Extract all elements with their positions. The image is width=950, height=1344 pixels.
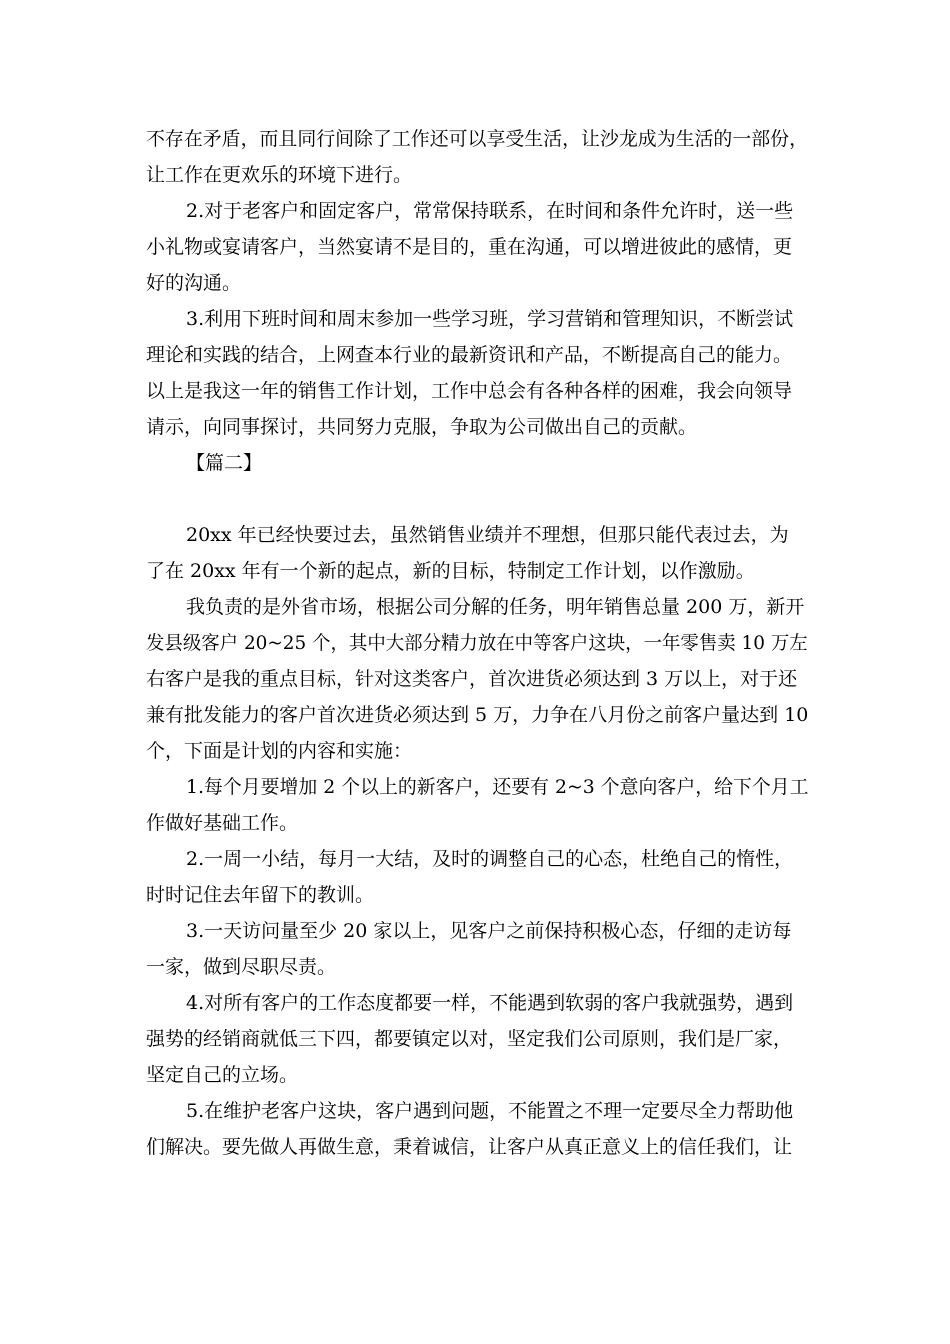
paragraph-line: 小礼物或宴请客户，当然宴请不是目的，重在沟通，可以增进彼此的感情，更 [146,236,793,258]
paragraph-line: 好的沟通。 [146,272,242,294]
paragraph-line: 2.对于老客户和固定客户，常常保持联系，在时间和条件允许时，送一些 [186,200,794,222]
paragraph-line: 不存在矛盾，而且同行间除了工作还可以享受生活，让沙龙成为生活的一部份， [146,128,809,150]
paragraph-line: 一家，做到尽职尽责。 [146,956,337,978]
paragraph-line: 了在 20xx 年有一个新的起点，新的目标，特制定工作计划，以作激励。 [146,560,755,582]
paragraph-line: 坚定自己的立场。 [146,1064,299,1086]
paragraph-line: 个，下面是计划的内容和实施： [146,740,413,762]
paragraph-line: 20xx 年已经快要过去，虽然销售业绩并不理想，但那只能代表过去，为 [186,524,789,546]
paragraph-line: 右客户是我的重点目标，针对这类客户，首次进货必须达到 3 万以上，对于还 [146,668,798,690]
paragraph-line: 3.利用下班时间和周末参加一些学习班，学习营销和管理知识，不断尝试 [186,308,794,330]
paragraph-line: 3.一天访问量至少 20 家以上，见客户之前保持积极心态，仔细的走访每 [186,920,792,942]
section-heading: 【篇二】 [186,452,263,474]
paragraph-line: 让工作在更欢乐的环境下进行。 [146,164,413,186]
paragraph-line: 以上是我这一年的销售工作计划，工作中总会有各种各样的困难，我会向领导 [146,380,793,402]
paragraph-line: 4.对所有客户的工作态度都要一样，不能遇到软弱的客户我就强势，遇到 [186,992,794,1014]
paragraph-line: 请示，向同事探讨，共同努力克服，争取为公司做出自己的贡献。 [146,416,698,438]
paragraph-line: 时时记住去年留下的教训。 [146,884,375,906]
paragraph-line: 们解决。要先做人再做生意，秉着诚信，让客户从真正意义上的信任我们，让 [146,1136,793,1158]
paragraph-line: 强势的经销商就低三下四，都要镇定以对，坚定我们公司原则，我们是厂家， [146,1028,793,1050]
paragraph-line: 5.在维护老客户这块，客户遇到问题，不能置之不理一定要尽全力帮助他 [186,1100,794,1122]
paragraph-line: 发县级客户 20~25 个，其中大部分精力放在中等客户这块，一年零售卖 10 万左 [146,632,808,654]
paragraph-line: 理论和实践的结合，上网查本行业的最新资讯和产品，不断提高自己的能力。 [146,344,793,366]
paragraph-line: 我负责的是外省市场，根据公司分解的任务，明年销售总量 200 万，新开 [186,596,805,618]
paragraph-line: 兼有批发能力的客户首次进货必须达到 5 万，力争在八月份之前客户量达到 10 [146,704,809,726]
paragraph-line: 作做好基础工作。 [146,812,299,834]
paragraph-line: 2.一周一小结，每月一大结，及时的调整自己的心态，杜绝自己的惰性， [186,848,794,870]
paragraph-line: 1.每个月要增加 2 个以上的新客户，还要有 2~3 个意向客户，给下个月工 [186,776,809,798]
